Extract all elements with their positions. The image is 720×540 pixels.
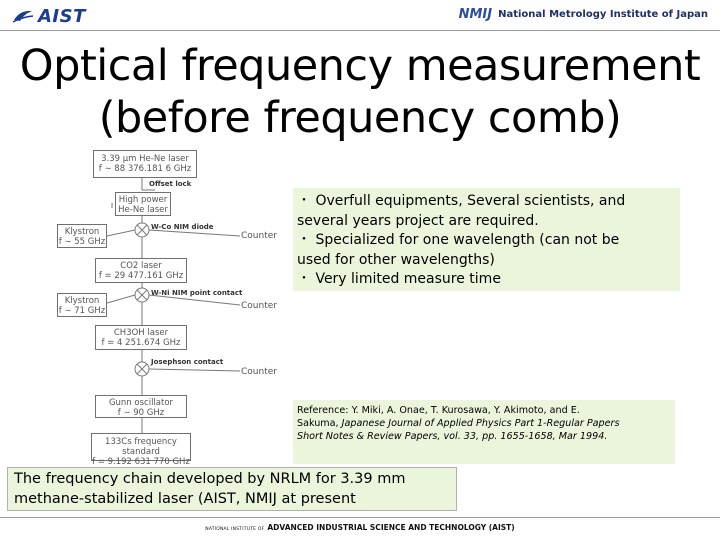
ch3oh-laser-box <box>95 325 187 350</box>
offset-lock-label: Offset lock <box>149 180 192 188</box>
reference-line-3: Short Notes & Review Papers, vol. 33, pp. 1655-1658, Mar 1994. <box>297 431 608 442</box>
diagram-caption <box>7 467 457 511</box>
footer-text: ADVANCED INDUSTRIAL SCIENCE AND TECHNOLOGY (AIST) <box>267 523 515 532</box>
cs-standard-box <box>91 433 191 467</box>
ch3oh-laser-frequency: f = 4 251.674 GHz <box>101 338 181 348</box>
hene-laser-frequency: f ∼ 88 376.181 6 GHz <box>98 164 192 174</box>
wco-diode-label: W-Co NIM diode <box>151 223 214 231</box>
header-divider <box>0 30 720 31</box>
bullet-line: ・ Specialized for one wavelength (can not be <box>297 232 620 249</box>
gunn-oscillator-label: Gunn oscillator <box>108 398 174 408</box>
klystron-2-frequency: f ∼ 71 GHz <box>58 306 106 316</box>
footer-divider <box>0 517 720 518</box>
klystron-1-frequency: f ∼ 55 GHz <box>58 237 106 247</box>
footer-prefix: NATIONAL INSTITUTE OF <box>205 527 265 532</box>
nmij-logo-mark: NMIJ <box>458 7 493 22</box>
institute-name: National Metrology Institute of Japan <box>498 9 708 20</box>
nmij-logo <box>459 7 708 22</box>
klystron-1-label: Klystron <box>64 227 100 237</box>
reference-authors-end: Sakuma, <box>297 418 342 429</box>
reference-citation <box>293 400 675 464</box>
counter-1: Counter <box>241 231 277 241</box>
title-line-2: (before frequency comb) <box>98 93 622 143</box>
slide-title <box>0 40 720 144</box>
gunn-oscillator-frequency: f ∼ 90 GHz <box>117 408 165 418</box>
slide-header <box>0 0 720 32</box>
klystron-2-label: Klystron <box>64 296 100 306</box>
caption-line-1: The frequency chain developed by NRLM for 3.39 mm <box>14 471 406 487</box>
drawbacks-list <box>293 188 680 291</box>
high-power-type: He-Ne laser <box>118 205 168 215</box>
klystron-1-box <box>57 224 107 248</box>
ch3oh-laser-label: CH3OH laser <box>113 328 169 338</box>
bullet-line: several years project are required. <box>297 212 539 229</box>
counter-2: Counter <box>241 301 277 311</box>
aist-logo-text: AIST <box>38 5 86 27</box>
hene-laser-label: 3.39 μm He-Ne laser <box>101 154 189 164</box>
bullet-line: used for other wavelengths) <box>297 251 495 268</box>
klystron-2-box <box>57 293 107 317</box>
co2-laser-box <box>95 258 187 283</box>
high-power-label: High power <box>118 195 168 205</box>
bullet-line: ・ Overfull equipments, Several scientists, and <box>297 193 626 209</box>
reference-journal: Japanese Journal of Applied Physics Part 1-Regular Papers <box>341 418 620 429</box>
josephson-contact-label: Josephson contact <box>151 358 224 366</box>
frequency-chain-diagram <box>55 148 285 468</box>
title-line-1: Optical frequency measurement <box>19 41 701 91</box>
caption-line-2: methane-stabilized laser (AIST, NMIJ at present <box>14 490 356 507</box>
gunn-oscillator-box <box>95 395 187 418</box>
aist-swoosh-icon <box>12 8 34 24</box>
co2-laser-label: CO2 laser <box>120 261 162 271</box>
high-power-laser-box <box>115 192 171 216</box>
cs-standard-label: 133Cs frequency standard <box>105 437 177 457</box>
reference-line-1: Reference: Y. Miki, A. Onae, T. Kurosawa, Y. Akimoto, and E. <box>297 405 580 416</box>
wni-contact-label: W-Ni NIM point contact <box>151 289 243 297</box>
slide-footer <box>0 523 720 532</box>
reference-line-2 <box>297 417 671 430</box>
co2-laser-frequency: f = 29 477.161 GHz <box>98 271 184 281</box>
counter-3: Counter <box>241 367 277 377</box>
cs-standard-frequency: f = 9.192 631 770 GHz <box>92 457 190 467</box>
hene-laser-box <box>93 150 197 178</box>
aist-logo <box>12 5 86 27</box>
bullet-line: ・ Very limited measure time <box>297 271 501 288</box>
